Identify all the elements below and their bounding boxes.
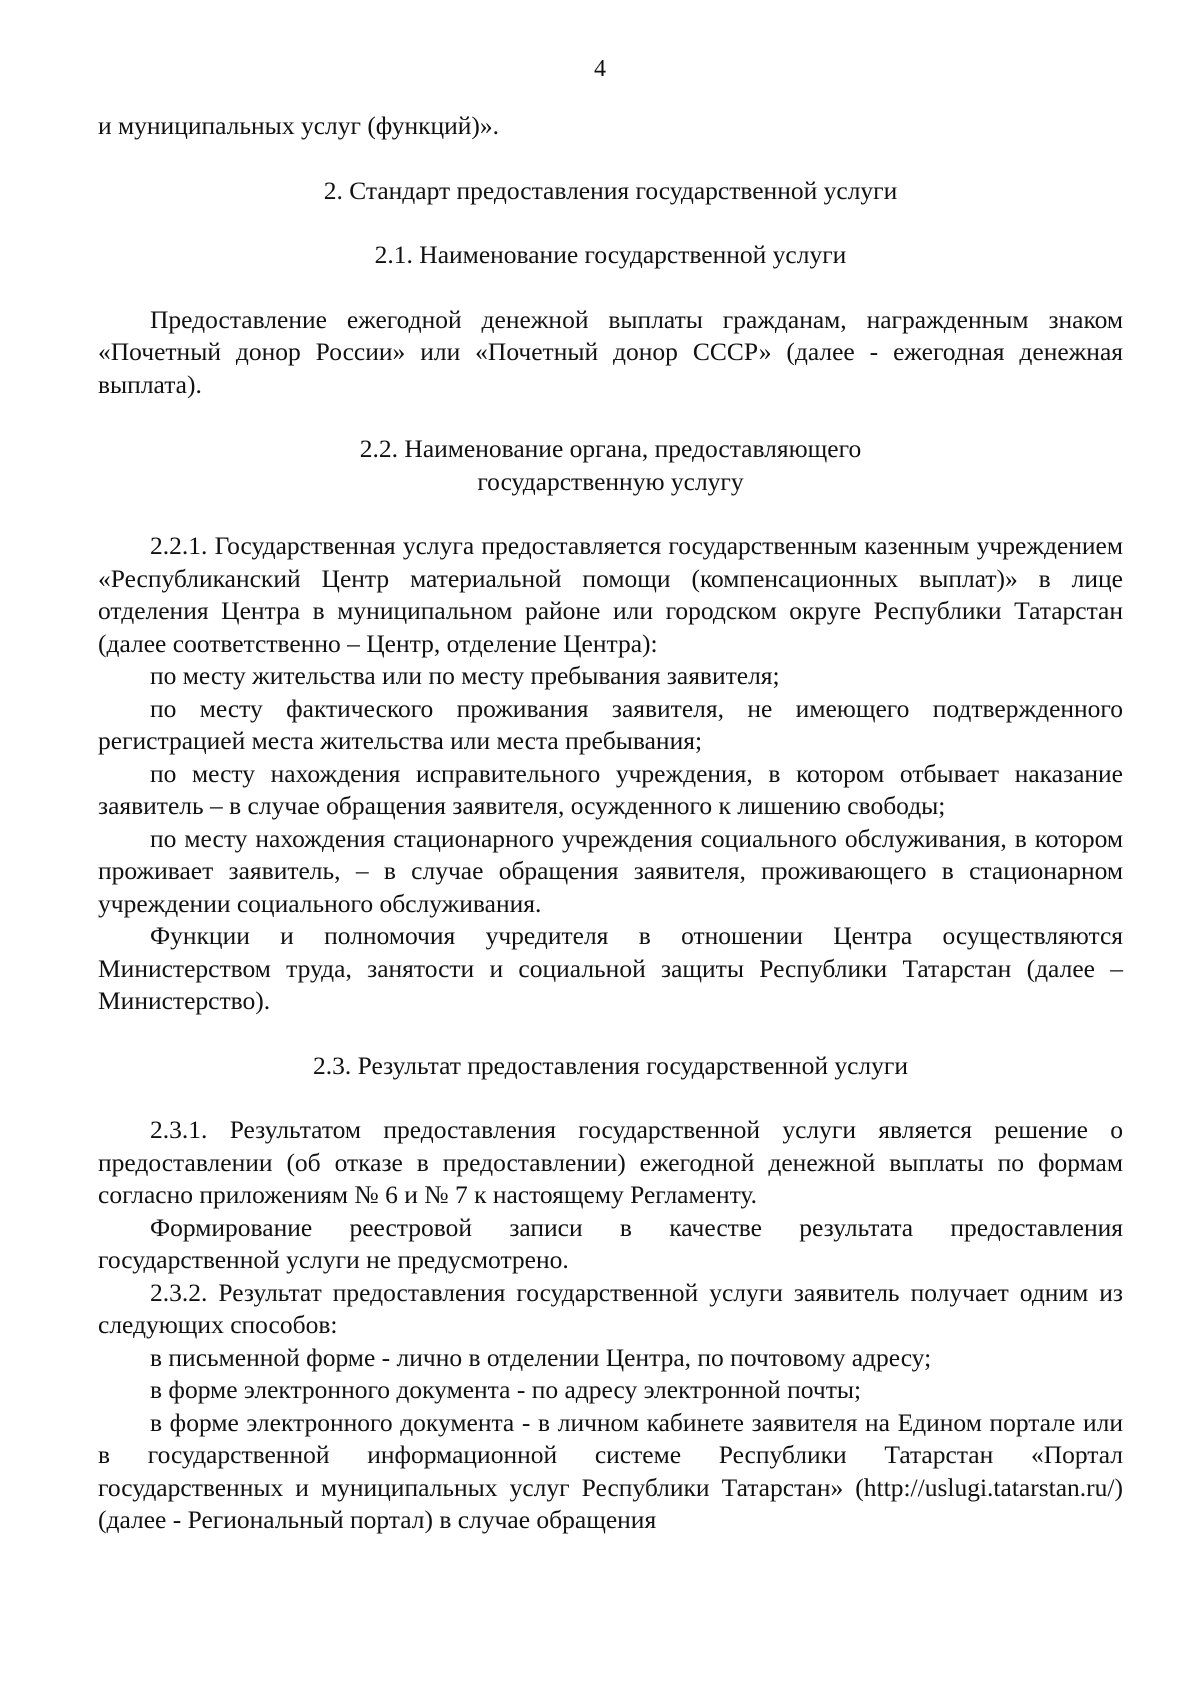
section-2-3-1-registry: Формирование реестровой записи в качестве результата предоставления государственной услуги не предусмотрено.	[98, 1212, 1123, 1274]
section-2-2-1-item2: по месту фактического проживания заявителя, не имеющего подтвержденного регистрацией места жительства или места пребывания;	[98, 693, 1123, 755]
section-2-2-heading-line1: 2.2. Наименование органа, предоставляющего	[359, 434, 862, 463]
section-2-2-1-item3: по месту нахождения исправительного учреждения, в котором отбывает наказание заявитель – в случае обращения заявителя, осужденного к лишению свободы;	[98, 758, 1123, 820]
continuation-paragraph: и муниципальных услуг (функций)».	[98, 111, 500, 140]
section-2-3-2-item3: в форме электронного документа - в личном кабинете заявителя на Едином портале или в государственной информационной системе Республики Татарстан «Портал государственных и муниципальных услуг Республики Татарстан» (http://uslugi.tatarstan.ru/) (далее - Региональный портал) в случае обращения	[98, 1407, 1123, 1534]
section-2-3-heading: 2.3. Результат предоставления государственной услуги	[312, 1050, 909, 1080]
document-body	[98, 110, 1123, 1537]
section-2-heading: 2. Стандарт предоставления государственной услуги	[323, 175, 898, 205]
section-2-2-1-item4: по месту нахождения стационарного учреждения социального обслуживания, в котором проживает заявитель, – в случае обращения заявителя, проживающего в стационарном учреждении социального обслуживания.	[98, 823, 1123, 918]
section-2-3-1-paragraph: 2.3.1. Результатом предоставления государственной услуги является решение о предоставлении (об отказе в предоставлении) ежегодной денежной выплаты по формам согласно приложениям № 6 и № 7 к настоящему Регламенту.	[98, 1115, 1123, 1209]
section-2-2-heading-line2: государственную услугу	[477, 466, 744, 496]
section-2-3-2-item2: в форме электронного документа - по адресу электронной почты;	[150, 1375, 862, 1404]
section-2-3-2-item1: в письменной форме - лично в отделении Центра, по почтовому адресу;	[150, 1342, 932, 1372]
section-2-3-2-paragraph: 2.3.2. Результат предоставления государственной услуги заявитель получает одним из следующих способов:	[98, 1277, 1123, 1339]
section-2-2-1-intro: 2.2.1. Государственная услуга предоставляется государственным казенным учреждением «Республиканский Центр материальной помощи (компенсационных выплат)» в лице отделения Центра в муниципальном районе или городском округе Республики Татарстан (далее соответственно – Центр, отделение Центра):	[98, 531, 1123, 658]
section-2-2-1-item1: по месту жительства или по месту пребывания заявителя;	[150, 661, 780, 690]
section-2-1-paragraph: Предоставление ежегодной денежной выплаты гражданам, награжденным знаком «Почетный донор России» или «Почетный донор СССР» (далее - ежегодная денежная выплата).	[98, 304, 1123, 399]
page-number: 4	[594, 56, 606, 82]
section-2-2-1-functions: Функции и полномочия учредителя в отношении Центра осуществляются Министерством труда, занятости и социальной защиты Республики Татарстан (далее – Министерство).	[98, 921, 1123, 1015]
section-2-1-heading: 2.1. Наименование государственной услуги	[374, 240, 847, 269]
